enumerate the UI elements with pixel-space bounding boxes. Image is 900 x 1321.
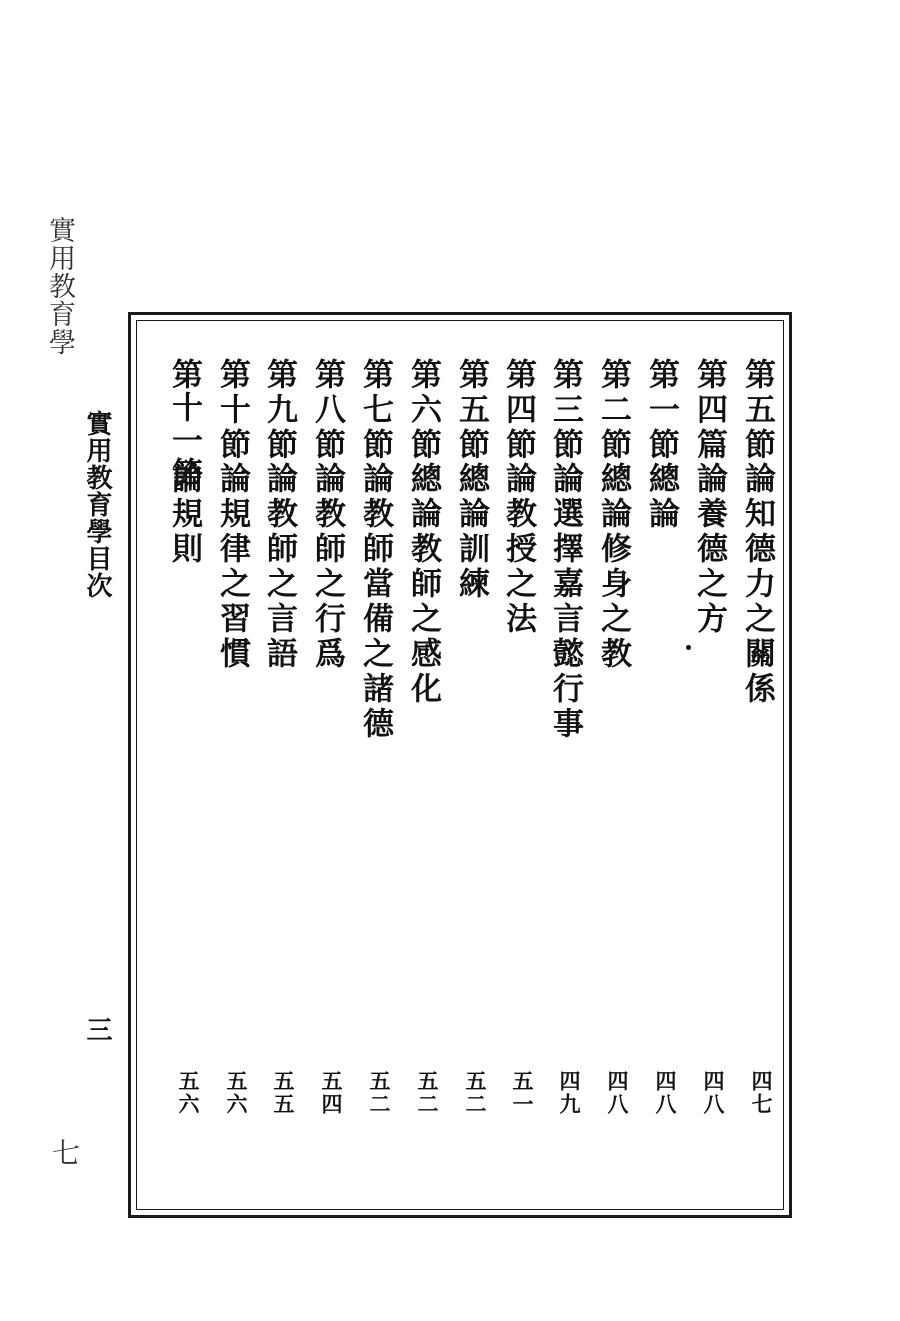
toc-entry (163, 358, 207, 1118)
toc-title: 總論訓練 (453, 462, 489, 602)
toc-title: 論規則 (166, 462, 202, 567)
toc-page-number: 四九 (557, 1070, 582, 1116)
running-head: 實用教育學目次 (82, 410, 112, 599)
toc-entry (258, 358, 302, 1118)
toc-entry (497, 358, 541, 1118)
toc-section-label: 第十一節 (166, 358, 202, 490)
toc-page-number: 四七 (749, 1070, 774, 1116)
toc-section-label: 第三節 (547, 358, 583, 463)
toc-entry (640, 358, 684, 1118)
toc-entry-part (688, 358, 732, 1118)
toc-section-label: 第九節 (261, 358, 297, 463)
toc-page-number: 五二 (415, 1070, 440, 1116)
toc-entry (211, 358, 255, 1118)
toc-page-number: 五二 (463, 1070, 488, 1116)
toc-section-label: 第四節 (500, 358, 536, 463)
toc-page-number: 四八 (605, 1070, 630, 1116)
running-page-number: 三 (82, 1016, 112, 1042)
toc-title: 論教師之言語 (261, 462, 297, 672)
toc-page-number: 五一 (510, 1070, 535, 1116)
toc-entry (402, 358, 446, 1118)
toc-section-label: 第二節 (595, 358, 631, 463)
toc-title: 總論修身之教 (595, 462, 631, 672)
toc-entry (736, 358, 780, 1118)
toc-title: 論教師之行爲 (309, 462, 345, 672)
toc-entry (354, 358, 398, 1118)
toc-section-label: 第一節 (643, 358, 679, 463)
toc-title: 總論 (643, 462, 679, 532)
toc-entry (592, 358, 636, 1118)
toc-title: 總論教師之感化 (405, 462, 441, 707)
toc-page-number: 五六 (224, 1070, 249, 1116)
toc-part-label: 第四篇 (691, 358, 727, 463)
toc-entry (450, 358, 494, 1118)
ink-dot (686, 645, 691, 650)
toc-section-label: 第六節 (405, 358, 441, 463)
toc-title: 論選擇嘉言懿行事 (547, 462, 583, 742)
toc-page-number: 五四 (319, 1070, 344, 1116)
page-number-margin: 七 (48, 1138, 81, 1166)
toc-section-label: 第七節 (357, 358, 393, 463)
toc-section-label: 第五節 (453, 358, 489, 463)
toc-entry (306, 358, 350, 1118)
toc-page-number: 五二 (367, 1070, 392, 1116)
toc-title: 論知德力之關係 (739, 462, 775, 707)
toc-title: 論教師當備之諸德 (357, 462, 393, 742)
toc-page-number: 五五 (271, 1070, 296, 1116)
toc-page-number: 四八 (701, 1070, 726, 1116)
toc-page-number: 五六 (176, 1070, 201, 1116)
toc-title: 論養德之方 (691, 462, 727, 637)
toc-title: 論教授之法 (500, 462, 536, 637)
toc-page-number: 四八 (653, 1070, 678, 1116)
toc-section-label: 第八節 (309, 358, 345, 463)
book-title-margin: 實用教育學 (44, 216, 75, 356)
toc-title: 論規律之習慣 (214, 462, 250, 672)
toc-section-label: 第五節 (739, 358, 775, 463)
toc-entry (544, 358, 588, 1118)
toc-section-label: 第十節 (214, 358, 250, 463)
